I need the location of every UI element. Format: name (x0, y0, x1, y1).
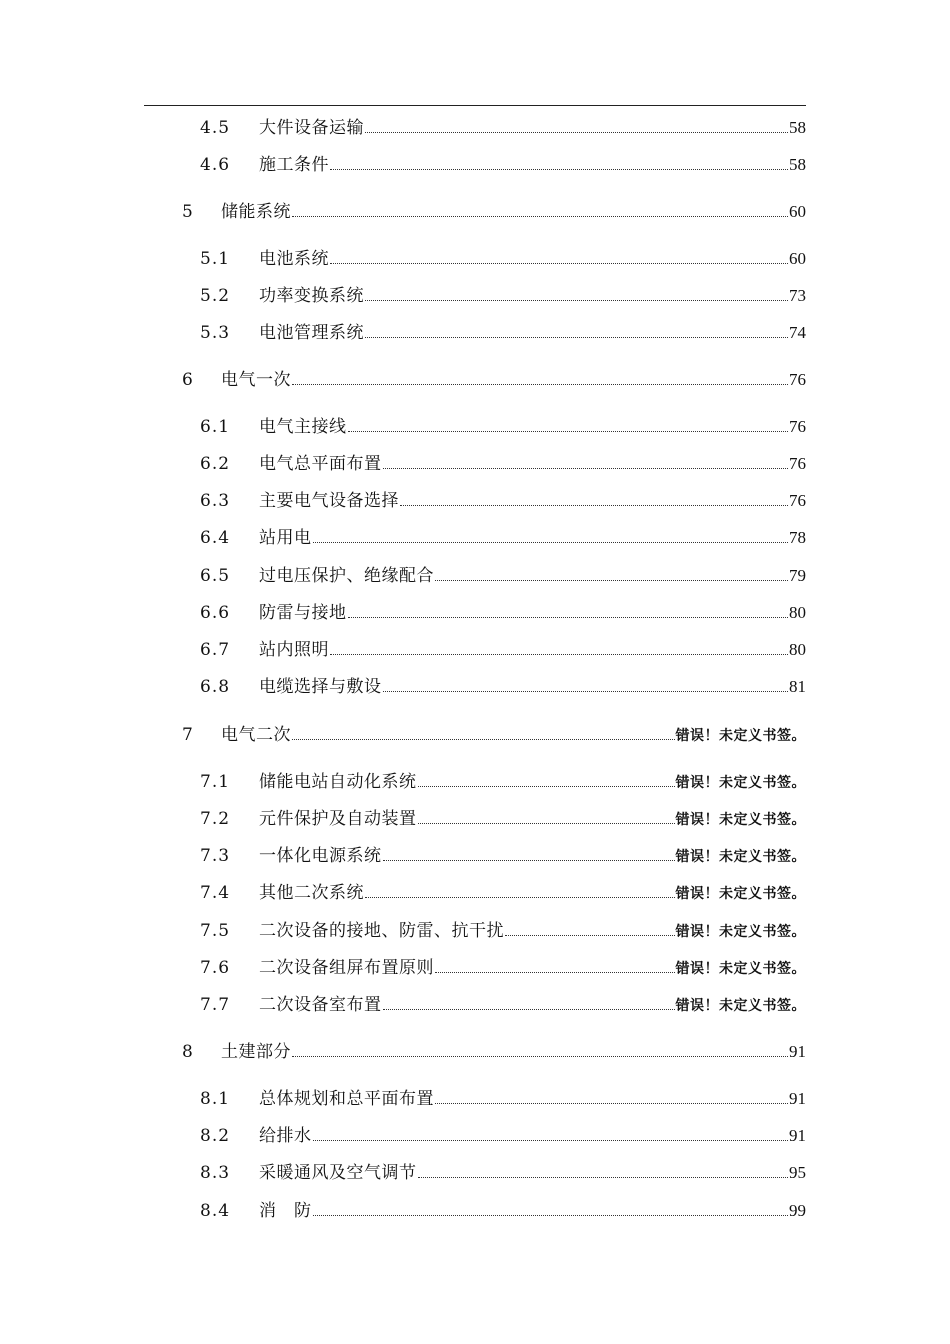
toc-entry-bookmark-error: 错误！未定义书签。 (675, 886, 806, 902)
toc-dot-leader (383, 468, 789, 469)
toc-section-entry[interactable] (200, 1160, 806, 1186)
toc-entry-title: 元件保护及自动装置 (259, 809, 417, 829)
toc-dot-leader (505, 935, 675, 936)
toc-entry-title: 消 防 (259, 1201, 312, 1221)
toc-entry-title: 土建部分 (221, 1042, 291, 1062)
toc-dot-leader (365, 132, 788, 133)
toc-entry-page-number: 78 (789, 528, 806, 547)
toc-dot-leader (313, 1215, 789, 1216)
toc-section-entry[interactable] (200, 1123, 806, 1149)
toc-entry-bookmark-error: 错误！未定义书签。 (675, 998, 806, 1014)
toc-entry-title: 站用电 (259, 528, 312, 548)
toc-entry-page-number: 99 (789, 1201, 806, 1220)
toc-entry-title: 电缆选择与敷设 (259, 677, 382, 697)
toc-entry-title: 储能电站自动化系统 (259, 772, 417, 792)
toc-entry-page-number: 58 (789, 118, 806, 137)
toc-chapter-entry[interactable] (182, 722, 806, 748)
toc-section-entry[interactable] (200, 880, 806, 906)
toc-entry-number: 6.8 (200, 677, 231, 697)
toc-section-entry[interactable] (200, 637, 806, 663)
toc-section-entry[interactable] (200, 806, 806, 832)
toc-entry-page-number: 73 (789, 286, 806, 305)
toc-entry-title: 二次设备室布置 (259, 995, 382, 1015)
toc-entry-page-number: 60 (789, 202, 806, 221)
toc-section-entry[interactable] (200, 1198, 806, 1224)
header-rule (144, 105, 806, 106)
toc-entry-number: 8.2 (200, 1126, 231, 1146)
toc-entry-title: 施工条件 (259, 155, 329, 175)
toc-entry-number: 7 (182, 725, 194, 745)
toc-entry-number: 7.6 (200, 958, 231, 978)
toc-entry-page-number: 91 (789, 1089, 806, 1108)
toc-dot-leader (418, 1177, 789, 1178)
toc-entry-title: 储能系统 (221, 202, 291, 222)
toc-entry-number: 4.5 (200, 118, 231, 138)
toc-entry-number: 8 (182, 1042, 194, 1062)
toc-entry-title: 大件设备运输 (259, 118, 364, 138)
toc-section-entry[interactable] (200, 769, 806, 795)
toc-dot-leader (418, 823, 675, 824)
toc-dot-leader (330, 654, 788, 655)
toc-entry-page-number: 79 (789, 566, 806, 585)
toc-entry-title: 一体化电源系统 (259, 846, 382, 866)
toc-entry-number: 6.3 (200, 491, 231, 511)
toc-entry-page-number: 95 (789, 1163, 806, 1182)
toc-entry-number: 6.6 (200, 603, 231, 623)
toc-entry-number: 4.6 (200, 155, 231, 175)
toc-entry-number: 6.5 (200, 566, 231, 586)
toc-entry-number: 7.4 (200, 883, 231, 903)
toc-section-entry[interactable] (200, 246, 806, 272)
toc-entry-title: 功率变换系统 (259, 286, 364, 306)
toc-entry-number: 6 (182, 370, 194, 390)
toc-dot-leader (365, 897, 675, 898)
toc-entry-title: 电气二次 (221, 725, 291, 745)
toc-section-entry[interactable] (200, 1086, 806, 1112)
toc-entry-title: 电气一次 (221, 370, 291, 390)
toc-dot-leader (292, 739, 675, 740)
toc-entry-title: 给排水 (259, 1126, 312, 1146)
toc-entry-page-number: 76 (789, 454, 806, 473)
toc-entry-number: 6.1 (200, 417, 231, 437)
toc-entry-number: 6.2 (200, 454, 231, 474)
toc-entry-page-number: 91 (789, 1042, 806, 1061)
toc-entry-number: 5 (182, 202, 194, 222)
toc-entry-bookmark-error: 错误！未定义书签。 (675, 849, 806, 865)
toc-entry-title: 电池管理系统 (259, 323, 364, 343)
toc-section-entry[interactable] (200, 320, 806, 346)
toc-section-entry[interactable] (200, 600, 806, 626)
toc-section-entry[interactable] (200, 488, 806, 514)
toc-entry-number: 7.2 (200, 809, 231, 829)
toc-dot-leader (292, 1056, 788, 1057)
toc-dot-leader (383, 1009, 675, 1010)
toc-entry-title: 其他二次系统 (259, 883, 364, 903)
toc-entry-bookmark-error: 错误！未定义书签。 (675, 728, 806, 744)
toc-entry-page-number: 76 (789, 370, 806, 389)
toc-section-entry[interactable] (200, 918, 806, 944)
toc-entry-number: 5.3 (200, 323, 231, 343)
toc-section-entry[interactable] (200, 992, 806, 1018)
toc-dot-leader (348, 431, 789, 432)
toc-dot-leader (383, 860, 675, 861)
toc-entry-page-number: 80 (789, 640, 806, 659)
toc-section-entry[interactable] (200, 414, 806, 440)
toc-entry-bookmark-error: 错误！未定义书签。 (675, 961, 806, 977)
toc-entry-number: 8.3 (200, 1163, 231, 1183)
toc-dot-leader (330, 169, 788, 170)
toc-section-entry[interactable] (200, 843, 806, 869)
toc-dot-leader (365, 300, 788, 301)
toc-entry-number: 7.3 (200, 846, 231, 866)
toc-entry-number: 6.7 (200, 640, 231, 660)
toc-dot-leader (400, 505, 788, 506)
toc-entry-page-number: 91 (789, 1126, 806, 1145)
toc-section-entry[interactable] (200, 674, 806, 700)
toc-section-entry[interactable] (200, 525, 806, 551)
toc-entry-bookmark-error: 错误！未定义书签。 (675, 812, 806, 828)
toc-entry-page-number: 60 (789, 249, 806, 268)
toc-entry-title: 主要电气设备选择 (259, 491, 399, 511)
toc-entry-title: 站内照明 (259, 640, 329, 660)
toc-dot-leader (435, 972, 675, 973)
toc-entry-page-number: 81 (789, 677, 806, 696)
toc-dot-leader (313, 542, 789, 543)
toc-dot-leader (330, 263, 788, 264)
toc-entry-title: 电气主接线 (259, 417, 347, 437)
toc-entry-number: 7.5 (200, 921, 231, 941)
toc-section-entry[interactable] (200, 115, 806, 141)
toc-entry-title: 防雷与接地 (259, 603, 347, 623)
toc-dot-leader (418, 786, 675, 787)
toc-section-entry[interactable] (200, 955, 806, 981)
toc-dot-leader (292, 384, 788, 385)
toc-entry-bookmark-error: 错误！未定义书签。 (675, 775, 806, 791)
toc-section-entry[interactable] (200, 152, 806, 178)
toc-entry-number: 8.4 (200, 1201, 231, 1221)
toc-entry-page-number: 58 (789, 155, 806, 174)
toc-entry-page-number: 76 (789, 417, 806, 436)
toc-section-entry[interactable] (200, 451, 806, 477)
toc-dot-leader (365, 337, 788, 338)
toc-entry-title: 电气总平面布置 (259, 454, 382, 474)
toc-entry-number: 5.1 (200, 249, 231, 269)
toc-section-entry[interactable] (200, 283, 806, 309)
toc-entry-title: 过电压保护、绝缘配合 (259, 566, 434, 586)
toc-entry-number: 7.7 (200, 995, 231, 1015)
toc-entry-page-number: 80 (789, 603, 806, 622)
toc-entry-title: 总体规划和总平面布置 (259, 1089, 434, 1109)
toc-entry-number: 6.4 (200, 528, 231, 548)
toc-entry-title: 电池系统 (259, 249, 329, 269)
toc-entry-page-number: 76 (789, 491, 806, 510)
toc-entry-number: 7.1 (200, 772, 231, 792)
toc-entry-bookmark-error: 错误！未定义书签。 (675, 924, 806, 940)
toc-entry-title: 采暖通风及空气调节 (259, 1163, 417, 1183)
toc-section-entry[interactable] (200, 563, 806, 589)
toc-dot-leader (435, 1103, 788, 1104)
toc-entry-title: 二次设备的接地、防雷、抗干扰 (259, 921, 504, 941)
toc-dot-leader (348, 617, 789, 618)
toc-dot-leader (313, 1140, 789, 1141)
toc-dot-leader (292, 216, 788, 217)
toc-chapter-entry[interactable] (182, 1039, 806, 1065)
toc-dot-leader (435, 580, 788, 581)
toc-entry-title: 二次设备组屏布置原则 (259, 958, 434, 978)
toc-entry-number: 8.1 (200, 1089, 231, 1109)
toc-entry-number: 5.2 (200, 286, 231, 306)
toc-dot-leader (383, 691, 789, 692)
toc-entry-page-number: 74 (789, 323, 806, 342)
toc-chapter-entry[interactable] (182, 199, 806, 225)
toc-chapter-entry[interactable] (182, 367, 806, 393)
